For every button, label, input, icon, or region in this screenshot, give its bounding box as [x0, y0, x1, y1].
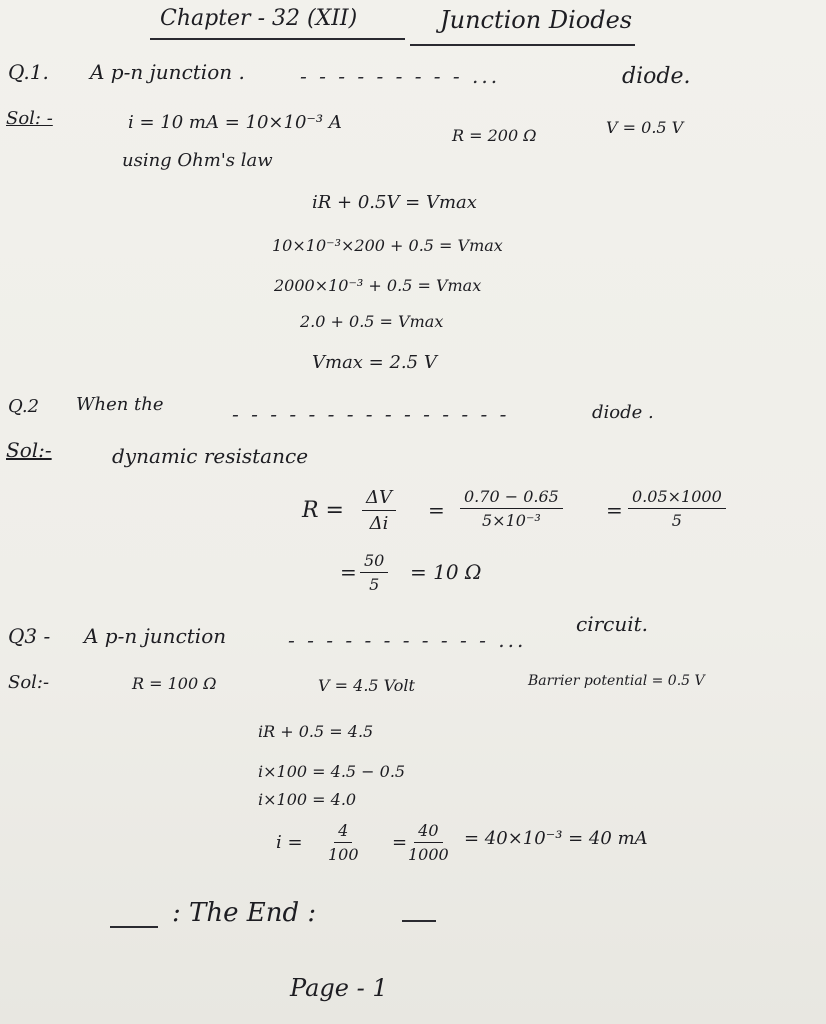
q2-question-ellipsis: - - - - - - - - - - - - - - -: [232, 402, 510, 426]
q2-fraction-scaled: [628, 488, 726, 529]
q3-question-ellipsis: - - - - - - - - - - - ...: [288, 628, 527, 652]
q2-fraction-di: Δi: [369, 512, 389, 534]
q2-equals-sign-3: =: [340, 560, 357, 584]
end-text: : The End :: [172, 898, 317, 928]
q2-fraction-50-5: [360, 552, 388, 593]
q3-step-1: iR + 0.5 = 4.5: [258, 722, 374, 741]
q1-step-1: iR + 0.5V = Vmax: [312, 192, 477, 213]
q2-equals-sign: =: [428, 498, 445, 522]
end-right-dash: [402, 920, 436, 922]
end-left-dash: [110, 926, 158, 928]
q3-i-equals: i =: [276, 832, 303, 853]
q3-label: Q3 -: [8, 624, 51, 648]
q1-question-ellipsis: - - - - - - - - - ...: [300, 64, 501, 88]
q3-given-barrier-potential: Barrier potential = 0.5 V: [528, 673, 705, 689]
q3-fraction-40-1000: [408, 822, 449, 863]
q3-question-start: A p-n junction: [84, 624, 227, 648]
q3-fraction-4: 4: [334, 822, 352, 843]
q3-given-voltage: V = 4.5 Volt: [318, 676, 415, 695]
q2-fraction-dv: ΔV: [362, 488, 396, 511]
q2-equals-sign-2: =: [606, 498, 623, 522]
q3-result: = 40×10⁻³ = 40 mA: [464, 828, 648, 849]
q3-given-resistance: R = 100 Ω: [132, 674, 217, 693]
q1-label: Q.1.: [8, 60, 49, 84]
q2-fraction-voltage-change: [460, 488, 563, 529]
q1-question-end: diode.: [622, 64, 691, 89]
q3-fraction-40: 40: [414, 822, 442, 843]
q2-fraction-scaled-den: 5: [671, 510, 682, 530]
q2-result: = 10 Ω: [410, 560, 482, 584]
chapter-heading: Chapter - 32 (XII): [160, 6, 358, 31]
q1-step-3: 2000×10⁻³ + 0.5 = Vmax: [274, 276, 482, 295]
header-underline: [150, 38, 405, 40]
q2-fraction-50: 50: [360, 552, 388, 573]
page-number: Page - 1: [290, 974, 388, 1002]
q3-fraction-100: 100: [328, 844, 359, 864]
q1-given-voltage: V = 0.5 V: [606, 118, 684, 137]
q1-given-resistance: R = 200 Ω: [452, 126, 537, 145]
q2-question-end: diode .: [592, 402, 654, 423]
q2-fraction-voltage-diff: 0.70 − 0.65: [460, 488, 563, 509]
q2-fraction-5: 5: [369, 574, 380, 594]
q3-equals-sign: =: [392, 832, 408, 853]
q2-fraction-dv-di: [362, 488, 396, 534]
q1-sol-label: Sol: -: [6, 108, 53, 129]
q2-topic: dynamic resistance: [112, 444, 309, 468]
q3-sol-label: Sol:-: [8, 672, 50, 693]
q2-question-start: When the: [76, 394, 164, 415]
q2-sol-label: Sol:-: [6, 438, 52, 462]
q1-step-4: 2.0 + 0.5 = Vmax: [300, 312, 444, 331]
q1-method: using Ohm's law: [122, 150, 273, 171]
q2-fraction-scaled-num: 0.05×1000: [628, 488, 726, 509]
q1-question-start: A p-n junction .: [90, 60, 245, 84]
q2-label: Q.2: [8, 396, 40, 417]
q3-question-end: circuit.: [576, 612, 649, 636]
q3-step-2: i×100 = 4.5 − 0.5: [258, 762, 406, 781]
q2-r-equals: R =: [302, 498, 344, 523]
q1-result: Vmax = 2.5 V: [312, 352, 437, 373]
q2-fraction-current-change: 5×10⁻³: [482, 510, 541, 530]
title-underline: [410, 44, 635, 46]
q3-fraction-4-100: [328, 822, 359, 863]
page-title: Junction Diodes: [440, 6, 633, 34]
q3-fraction-1000: 1000: [408, 844, 449, 864]
q3-step-3: i×100 = 4.0: [258, 790, 357, 809]
q1-step-2: 10×10⁻³×200 + 0.5 = Vmax: [272, 236, 503, 255]
q1-given-current: i = 10 mA = 10×10⁻³ A: [128, 112, 342, 133]
